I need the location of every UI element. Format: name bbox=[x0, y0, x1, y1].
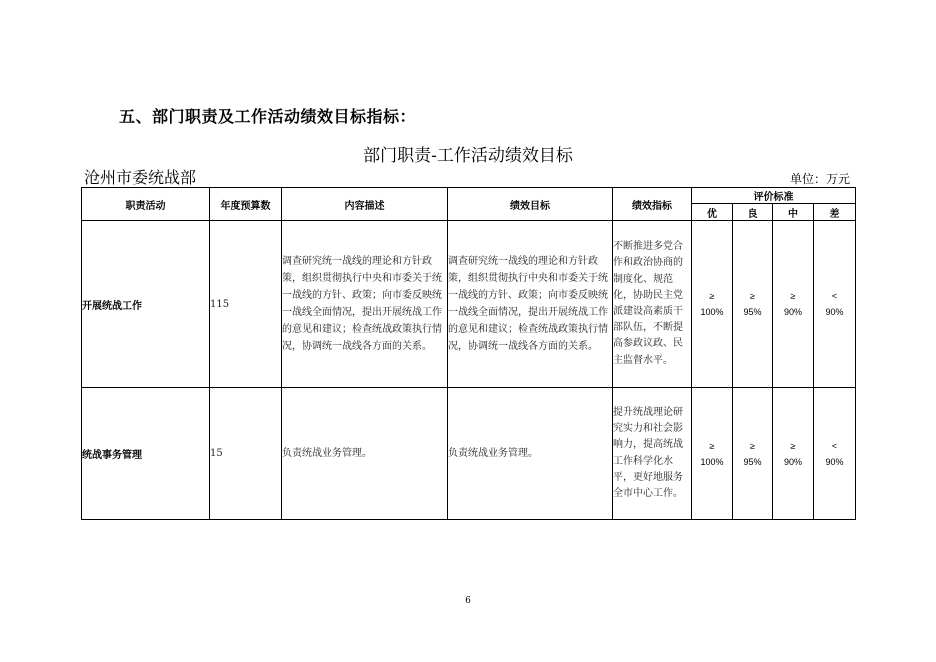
grade-excellent-cell bbox=[692, 388, 733, 520]
target-cell: 调查研究统一战线的理论和方针政策，组织贯彻执行中央和市委关于统一战线的方针、政策；向市委反映统一战线全面情况，提出开展统战工作的意见和建议；检查统战政策执行情况，协调统一战线各方面的关系。 bbox=[448, 221, 613, 388]
header-medium: 中 bbox=[773, 204, 814, 221]
grade-value: 95% bbox=[743, 307, 762, 317]
grade-good-cell bbox=[733, 221, 773, 388]
grade-operator: ≥ bbox=[709, 291, 715, 301]
grade-value: 100% bbox=[700, 456, 724, 467]
header-poor: 差 bbox=[814, 204, 856, 221]
grade-value: 90% bbox=[783, 307, 802, 317]
header-budget: 年度预算数 bbox=[210, 188, 282, 221]
grade-value: 95% bbox=[743, 456, 762, 467]
indicator-cell: 不断推进多党合作和政治协商的制度化、规范化，协助民主党派建设高素质干部队伍，不断提高参政议政、民主监督水平。 bbox=[613, 221, 692, 388]
organization-name: 沧州市委统战部 bbox=[84, 168, 197, 187]
grade-operator: ≥ bbox=[750, 440, 755, 451]
budget-cell: 115 bbox=[210, 221, 282, 388]
grade-value: 90% bbox=[783, 456, 802, 467]
grade-excellent-cell bbox=[692, 221, 733, 388]
table-row bbox=[82, 221, 856, 388]
grade-operator: ≥ bbox=[750, 291, 755, 301]
grade-medium-cell bbox=[773, 388, 814, 520]
grade-operator: < bbox=[831, 440, 838, 451]
grade-operator: < bbox=[831, 291, 838, 301]
grade-medium-cell bbox=[773, 221, 814, 388]
grade-value: 90% bbox=[825, 456, 844, 467]
grade-poor-cell bbox=[814, 388, 856, 520]
header-good: 良 bbox=[733, 204, 773, 221]
grade-good-cell bbox=[733, 388, 773, 520]
activity-cell: 开展统战工作 bbox=[82, 221, 210, 388]
grade-operator: ≥ bbox=[790, 440, 796, 451]
header-activity: 职责活动 bbox=[82, 188, 210, 221]
indicator-cell: 提升统战理论研究实力和社会影响力，提高统战工作科学化水平，更好地服务全市中心工作。 bbox=[613, 388, 692, 520]
section-heading: 五、部门职责及工作活动绩效目标指标： bbox=[119, 107, 417, 126]
header-excellent: 优 bbox=[692, 204, 733, 221]
grade-operator: ≥ bbox=[709, 440, 715, 451]
grade-poor-cell bbox=[814, 221, 856, 388]
table-row bbox=[82, 388, 856, 520]
unit-label: 单位：万元 bbox=[789, 172, 850, 186]
grade-operator: ≥ bbox=[790, 291, 796, 301]
description-cell: 负责统战业务管理。 bbox=[282, 388, 448, 520]
performance-table bbox=[81, 187, 856, 520]
grade-value: 100% bbox=[700, 307, 724, 317]
budget-cell: 15 bbox=[210, 388, 282, 520]
page-number: 6 bbox=[465, 596, 471, 606]
header-indicator: 绩效指标 bbox=[613, 188, 692, 221]
target-cell: 负责统战业务管理。 bbox=[448, 388, 613, 520]
header-description: 内容描述 bbox=[282, 188, 448, 221]
header-target: 绩效目标 bbox=[448, 188, 613, 221]
document-title: 部门职责-工作活动绩效目标 bbox=[363, 146, 573, 166]
grade-value: 90% bbox=[825, 307, 844, 317]
description-cell: 调查研究统一战线的理论和方针政策，组织贯彻执行中央和市委关于统一战线的方针、政策；向市委反映统一战线全面情况，提出开展统战工作的意见和建议；检查统战政策执行情况，协调统一战线各方面的关系。 bbox=[282, 221, 448, 388]
activity-cell: 统战事务管理 bbox=[82, 388, 210, 520]
header-evaluation: 评价标准 bbox=[692, 188, 856, 204]
